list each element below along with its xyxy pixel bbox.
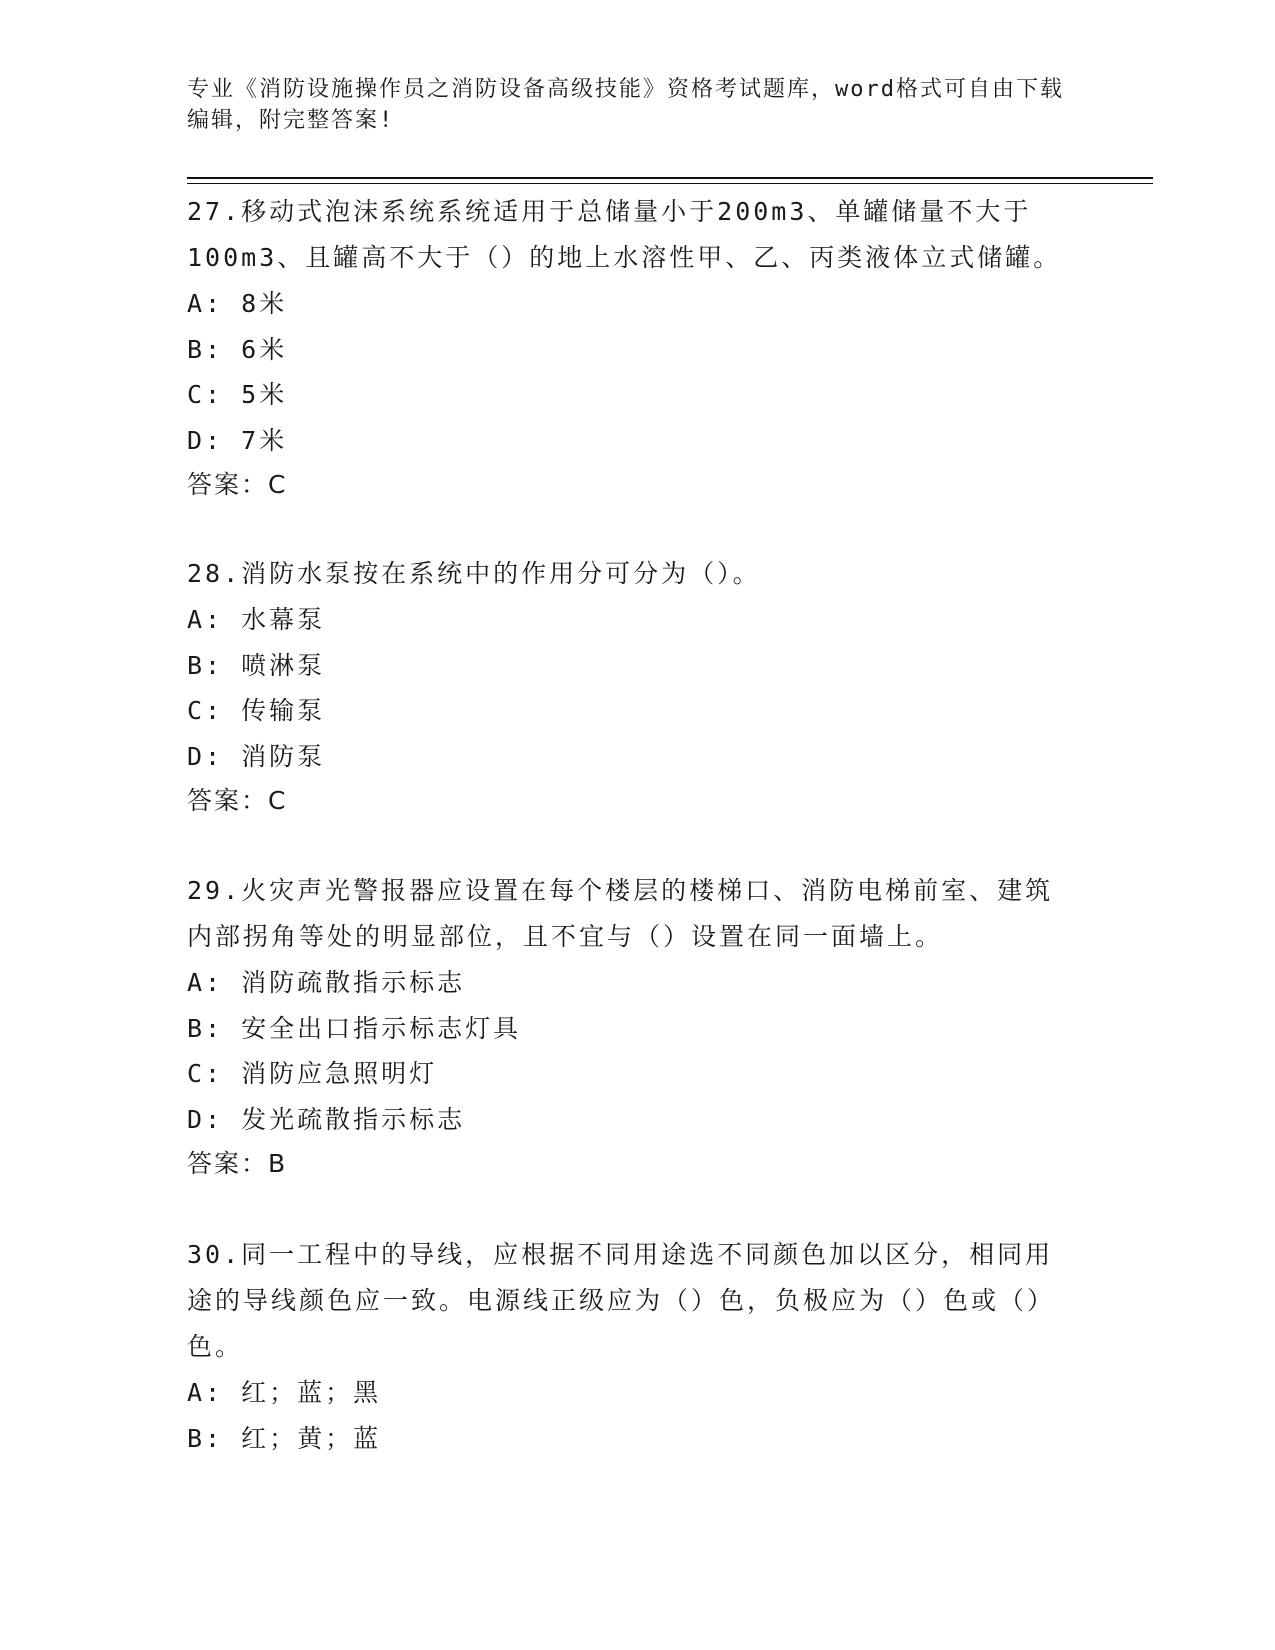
answer: 答案：B — [187, 1149, 288, 1178]
option-a: A: 消防疏散指示标志 — [187, 968, 466, 997]
question-29 — [187, 868, 1067, 1186]
option-b: B: 安全出口指示标志灯具 — [187, 1013, 522, 1043]
option-c: C: 5米 — [187, 380, 288, 409]
option-a: A: 8米 — [187, 289, 288, 318]
question-stem: 30.同一工程中的导线，应根据不同用途选不同颜色加以区分，相同用途的导线颜色应一致。电源线正级应为（）色，负极应为（）色或（）色。 — [187, 1240, 1056, 1361]
question-27 — [187, 189, 1067, 507]
question-stem: 29.火灾声光警报器应设置在每个楼层的楼梯口、消防电梯前室、建筑内部拐角等处的明显部位，且不宜与（）设置在同一面墙上。 — [187, 876, 1054, 951]
question-30 — [187, 1232, 1067, 1461]
option-d: D: 7米 — [187, 425, 288, 455]
question-28 — [187, 551, 1067, 823]
header-note: 专业《消防设施操作员之消防设备高级技能》资格考试题库，word格式可自由下载编辑，附完整答案! — [187, 77, 1064, 133]
option-a: A: 水幕泵 — [187, 605, 326, 634]
header-divider-top — [187, 177, 1153, 179]
option-a: A: 红；蓝；黑 — [187, 1378, 382, 1407]
option-b: B: 红；黄；蓝 — [187, 1423, 382, 1453]
question-stem: 27.移动式泡沫系统系统适用于总储量小于200m3、单罐储量不大于100m3、且罐高不大于（）的地上水溶性甲、乙、丙类液体立式储罐。 — [187, 197, 1062, 272]
option-d: D: 消防泵 — [187, 741, 326, 771]
option-c: C: 传输泵 — [187, 696, 326, 725]
answer: 答案：C — [187, 786, 288, 815]
answer: 答案：C — [187, 470, 288, 499]
option-b: B: 喷淋泵 — [187, 650, 326, 680]
option-d: D: 发光疏散指示标志 — [187, 1104, 466, 1134]
option-b: B: 6米 — [187, 334, 288, 364]
question-stem: 28.消防水泵按在系统中的作用分可分为（）。 — [187, 559, 761, 588]
option-c: C: 消防应急照明灯 — [187, 1059, 438, 1088]
header-divider-bottom — [187, 183, 1153, 184]
